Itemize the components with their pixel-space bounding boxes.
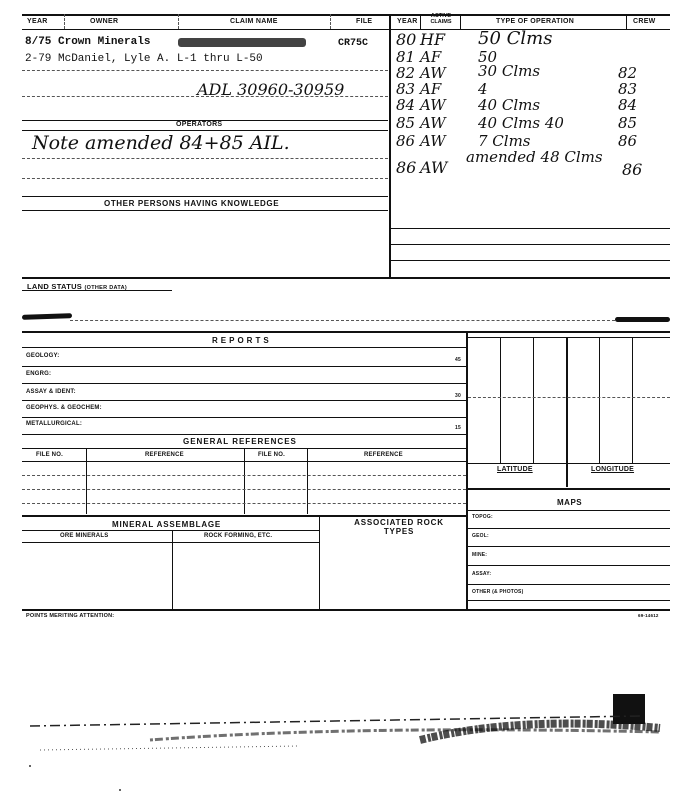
file-code: CR75C bbox=[338, 38, 369, 49]
row-operation: amended 48 Clms bbox=[466, 148, 603, 166]
row-crew: 82 bbox=[618, 64, 638, 82]
header-owner: OWNER bbox=[90, 18, 119, 25]
row-year: 83 bbox=[396, 80, 416, 98]
land-status-title: LAND STATUS bbox=[27, 282, 83, 291]
owner-entry-1: 8/75 Crown Minerals bbox=[25, 36, 151, 48]
col-reference-2: REFERENCE bbox=[364, 452, 403, 458]
map-mine: MINE: bbox=[472, 552, 488, 558]
row-operation: 40 Clms 40 bbox=[478, 114, 564, 132]
mineral-assemblage-label: MINERAL ASSEMBLAGE bbox=[112, 520, 222, 529]
report-geophys: GEOPHYS. & GEOCHEM: bbox=[26, 405, 102, 411]
row-claims: AW bbox=[420, 96, 446, 114]
map-assay: ASSAY: bbox=[472, 571, 492, 577]
map-topog: TOPOG: bbox=[472, 514, 493, 520]
form-number: 69-14612 bbox=[638, 613, 659, 618]
report-num: 30 bbox=[455, 393, 461, 399]
row-operation: 50 bbox=[478, 48, 498, 66]
col-rock-forming: ROCK FORMING, ETC. bbox=[204, 533, 273, 539]
header-type-of-operation: TYPE OF OPERATION bbox=[496, 18, 575, 25]
header-active-claims: ACTIVE CLAIMS bbox=[430, 13, 452, 25]
owner-entry-2: 2-79 McDaniel, Lyle A. L-1 thru L-50 bbox=[25, 53, 263, 65]
header-crew: CREW bbox=[633, 18, 656, 25]
row-operation: 30 Clms bbox=[478, 62, 541, 80]
report-num: 15 bbox=[455, 425, 461, 431]
row-year: 85 bbox=[396, 114, 416, 132]
row-crew: 86 bbox=[622, 160, 643, 179]
report-assay: ASSAY & IDENT: bbox=[26, 389, 76, 395]
report-num: 45 bbox=[455, 357, 461, 363]
header-year2: YEAR bbox=[397, 18, 418, 25]
row-year: 84 bbox=[396, 96, 416, 114]
header-year: YEAR bbox=[27, 18, 48, 25]
row-crew: 85 bbox=[618, 114, 638, 132]
row-year: 81 bbox=[396, 48, 416, 66]
longitude-label: LONGITUDE bbox=[591, 466, 635, 473]
row-year: 86 bbox=[396, 132, 416, 150]
row-claims: AW bbox=[420, 64, 446, 82]
row-operation: 40 Clms bbox=[478, 96, 541, 114]
row-operation: 7 Clms bbox=[478, 132, 531, 150]
associated-rock-types-label: ASSOCIATED ROCK TYPES bbox=[354, 518, 444, 536]
col-file-no-2: FILE NO. bbox=[258, 452, 285, 458]
header-file: FILE bbox=[356, 18, 373, 25]
report-geology: GEOLOGY: bbox=[26, 353, 60, 359]
row-claims: AW bbox=[420, 132, 446, 150]
other-persons-label: OTHER PERSONS HAVING KNOWLEDGE bbox=[104, 199, 280, 208]
row-year: 80 bbox=[396, 30, 417, 49]
maps-label: MAPS bbox=[557, 498, 583, 507]
handwritten-adl: ADL 30960-30959 bbox=[197, 80, 345, 99]
row-claims: AF bbox=[420, 48, 442, 66]
header-claim-name: CLAIM NAME bbox=[230, 18, 278, 25]
points-meriting-label: POINTS MERITING ATTENTION: bbox=[26, 613, 115, 619]
row-operation: 4 bbox=[478, 80, 488, 98]
col-ore-minerals: ORE MINERALS bbox=[60, 533, 109, 539]
row-claims: AF bbox=[420, 80, 442, 98]
row-operation: 50 Clms bbox=[478, 28, 553, 49]
row-year: 86 bbox=[396, 158, 417, 177]
report-engrg: ENGRG: bbox=[26, 371, 52, 377]
row-claims: HF bbox=[420, 30, 446, 49]
operators-label: OPERATORS bbox=[176, 121, 223, 128]
reports-label: REPORTS bbox=[212, 336, 272, 345]
map-geol: GEOL: bbox=[472, 533, 489, 539]
row-claims: AW bbox=[420, 114, 446, 132]
report-metallurgical: METALLURGICAL: bbox=[26, 421, 83, 427]
handwritten-note: Note amended 84+85 AIL. bbox=[32, 132, 290, 154]
land-status-subtitle: (OTHER DATA) bbox=[84, 285, 127, 291]
row-claims: AW bbox=[420, 158, 448, 177]
latitude-label: LATITUDE bbox=[497, 466, 533, 473]
general-references-label: GENERAL REFERENCES bbox=[183, 437, 297, 446]
row-year: 82 bbox=[396, 64, 416, 82]
col-reference-1: REFERENCE bbox=[145, 452, 184, 458]
row-crew: 86 bbox=[618, 132, 638, 150]
col-file-no-1: FILE NO. bbox=[36, 452, 63, 458]
map-other: OTHER (& PHOTOS) bbox=[472, 589, 524, 595]
row-crew: 84 bbox=[618, 96, 638, 114]
row-crew: 83 bbox=[618, 80, 638, 98]
